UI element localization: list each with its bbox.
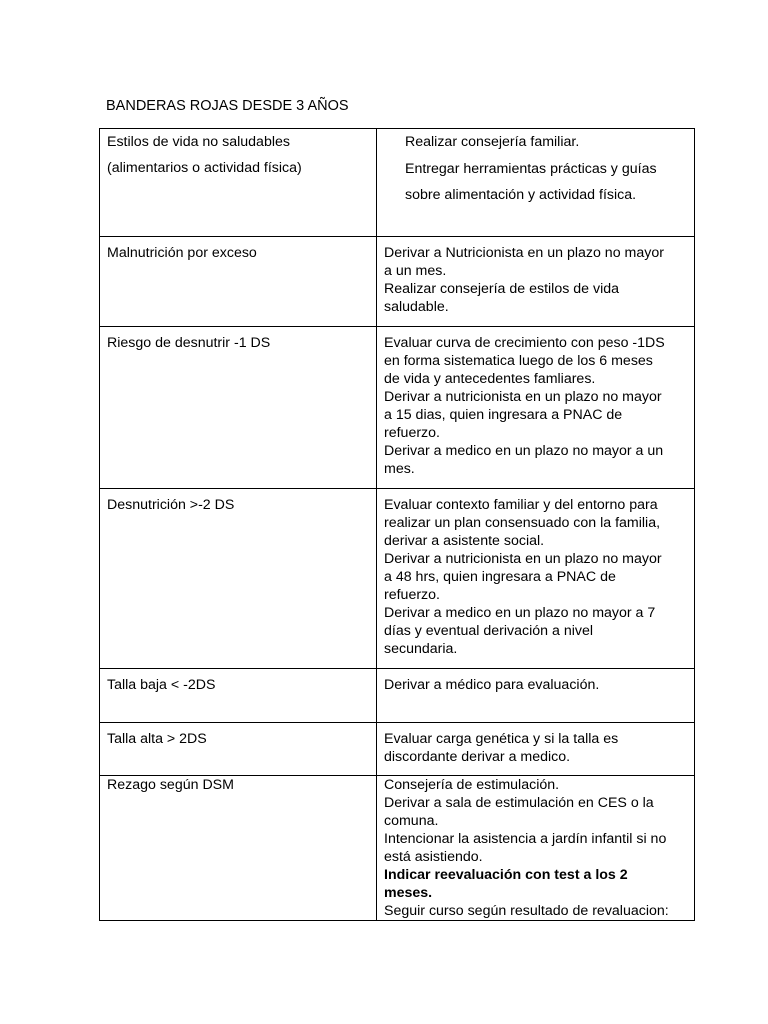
action-line: secundaria. xyxy=(384,641,458,657)
action-line: a 48 hrs, quien ingresara a PNAC de xyxy=(384,569,616,585)
action-line: refuerzo. xyxy=(384,425,440,441)
action-line: realizar un plan consensuado con la familia, xyxy=(384,515,661,531)
action-line: en forma sistematica luego de los 6 meses xyxy=(384,353,653,369)
action-line: derivar a asistente social. xyxy=(384,533,545,549)
action-line: saludable. xyxy=(384,299,449,315)
action-line: Consejería de estimulación. xyxy=(384,777,560,793)
table-row xyxy=(100,776,695,921)
condition-cell xyxy=(100,327,377,489)
action-line: de vida y antecedentes famliares. xyxy=(384,371,596,387)
action-line: Derivar a médico para evaluación. xyxy=(384,677,600,693)
action-line: Derivar a sala de estimulación en CES o la xyxy=(384,795,654,811)
condition-line: Rezago según DSM xyxy=(107,777,234,793)
action-line: Derivar a medico en un plazo no mayor a un xyxy=(384,443,664,459)
condition-line: Riesgo de desnutrir -1 DS xyxy=(107,335,271,351)
table-row xyxy=(100,237,695,327)
red-flags-table xyxy=(99,128,695,921)
table-row xyxy=(100,327,695,489)
action-line: Realizar consejería familiar. xyxy=(405,134,580,150)
action-line: Intencionar la asistencia a jardín infantil si no xyxy=(384,831,667,847)
action-cell xyxy=(377,489,695,669)
condition-line: Desnutrición >-2 DS xyxy=(107,497,235,513)
table-row xyxy=(100,723,695,776)
action-cell xyxy=(377,669,695,723)
action-line: Derivar a nutricionista en un plazo no mayor xyxy=(384,389,662,405)
action-line: Derivar a Nutricionista en un plazo no mayor xyxy=(384,245,664,261)
table-row xyxy=(100,129,695,237)
action-line: meses. xyxy=(384,885,433,901)
action-line: Derivar a medico en un plazo no mayor a 7 xyxy=(384,605,656,621)
action-line: Seguir curso según resultado de revaluacion: xyxy=(384,903,669,919)
action-line: mes. xyxy=(384,461,415,477)
action-line: a 15 dias, quien ingresara a PNAC de xyxy=(384,407,623,423)
action-cell xyxy=(377,129,695,237)
condition-cell xyxy=(100,723,377,776)
action-line: está asistiendo. xyxy=(384,849,483,865)
action-line: días y eventual derivación a nivel xyxy=(384,623,593,639)
action-line: Realizar consejería de estilos de vida xyxy=(384,281,620,297)
table-row xyxy=(100,669,695,723)
action-line: Derivar a nutricionista en un plazo no mayor xyxy=(384,551,662,567)
condition-line: (alimentarios o actividad física) xyxy=(107,160,302,176)
condition-cell xyxy=(100,489,377,669)
condition-line: Estilos de vida no saludables xyxy=(107,134,290,150)
action-line: refuerzo. xyxy=(384,587,440,603)
table-row xyxy=(100,489,695,669)
action-line: comuna. xyxy=(384,813,439,829)
condition-cell xyxy=(100,669,377,723)
condition-line: Malnutrición por exceso xyxy=(107,245,257,261)
action-line: Evaluar curva de crecimiento con peso -1DS xyxy=(384,335,665,351)
action-line: Indicar reevaluación con test a los 2 xyxy=(384,867,628,883)
condition-line: Talla baja < -2DS xyxy=(107,677,216,693)
action-line: Evaluar contexto familiar y del entorno para xyxy=(384,497,658,513)
action-line: sobre alimentación y actividad física. xyxy=(405,187,637,203)
action-line: discordante derivar a medico. xyxy=(384,749,571,765)
condition-cell xyxy=(100,129,377,237)
condition-cell xyxy=(100,237,377,327)
condition-cell xyxy=(100,776,377,921)
action-line: Entregar herramientas prácticas y guías xyxy=(405,160,657,177)
action-cell xyxy=(377,723,695,776)
action-cell xyxy=(377,327,695,489)
action-line: Evaluar carga genética y si la talla es xyxy=(384,731,619,747)
page-title: BANDERAS ROJAS DESDE 3 AÑOS xyxy=(106,98,349,114)
action-cell xyxy=(377,776,695,921)
action-cell xyxy=(377,237,695,327)
action-line: a un mes. xyxy=(384,263,447,279)
condition-line: Talla alta > 2DS xyxy=(107,731,207,747)
